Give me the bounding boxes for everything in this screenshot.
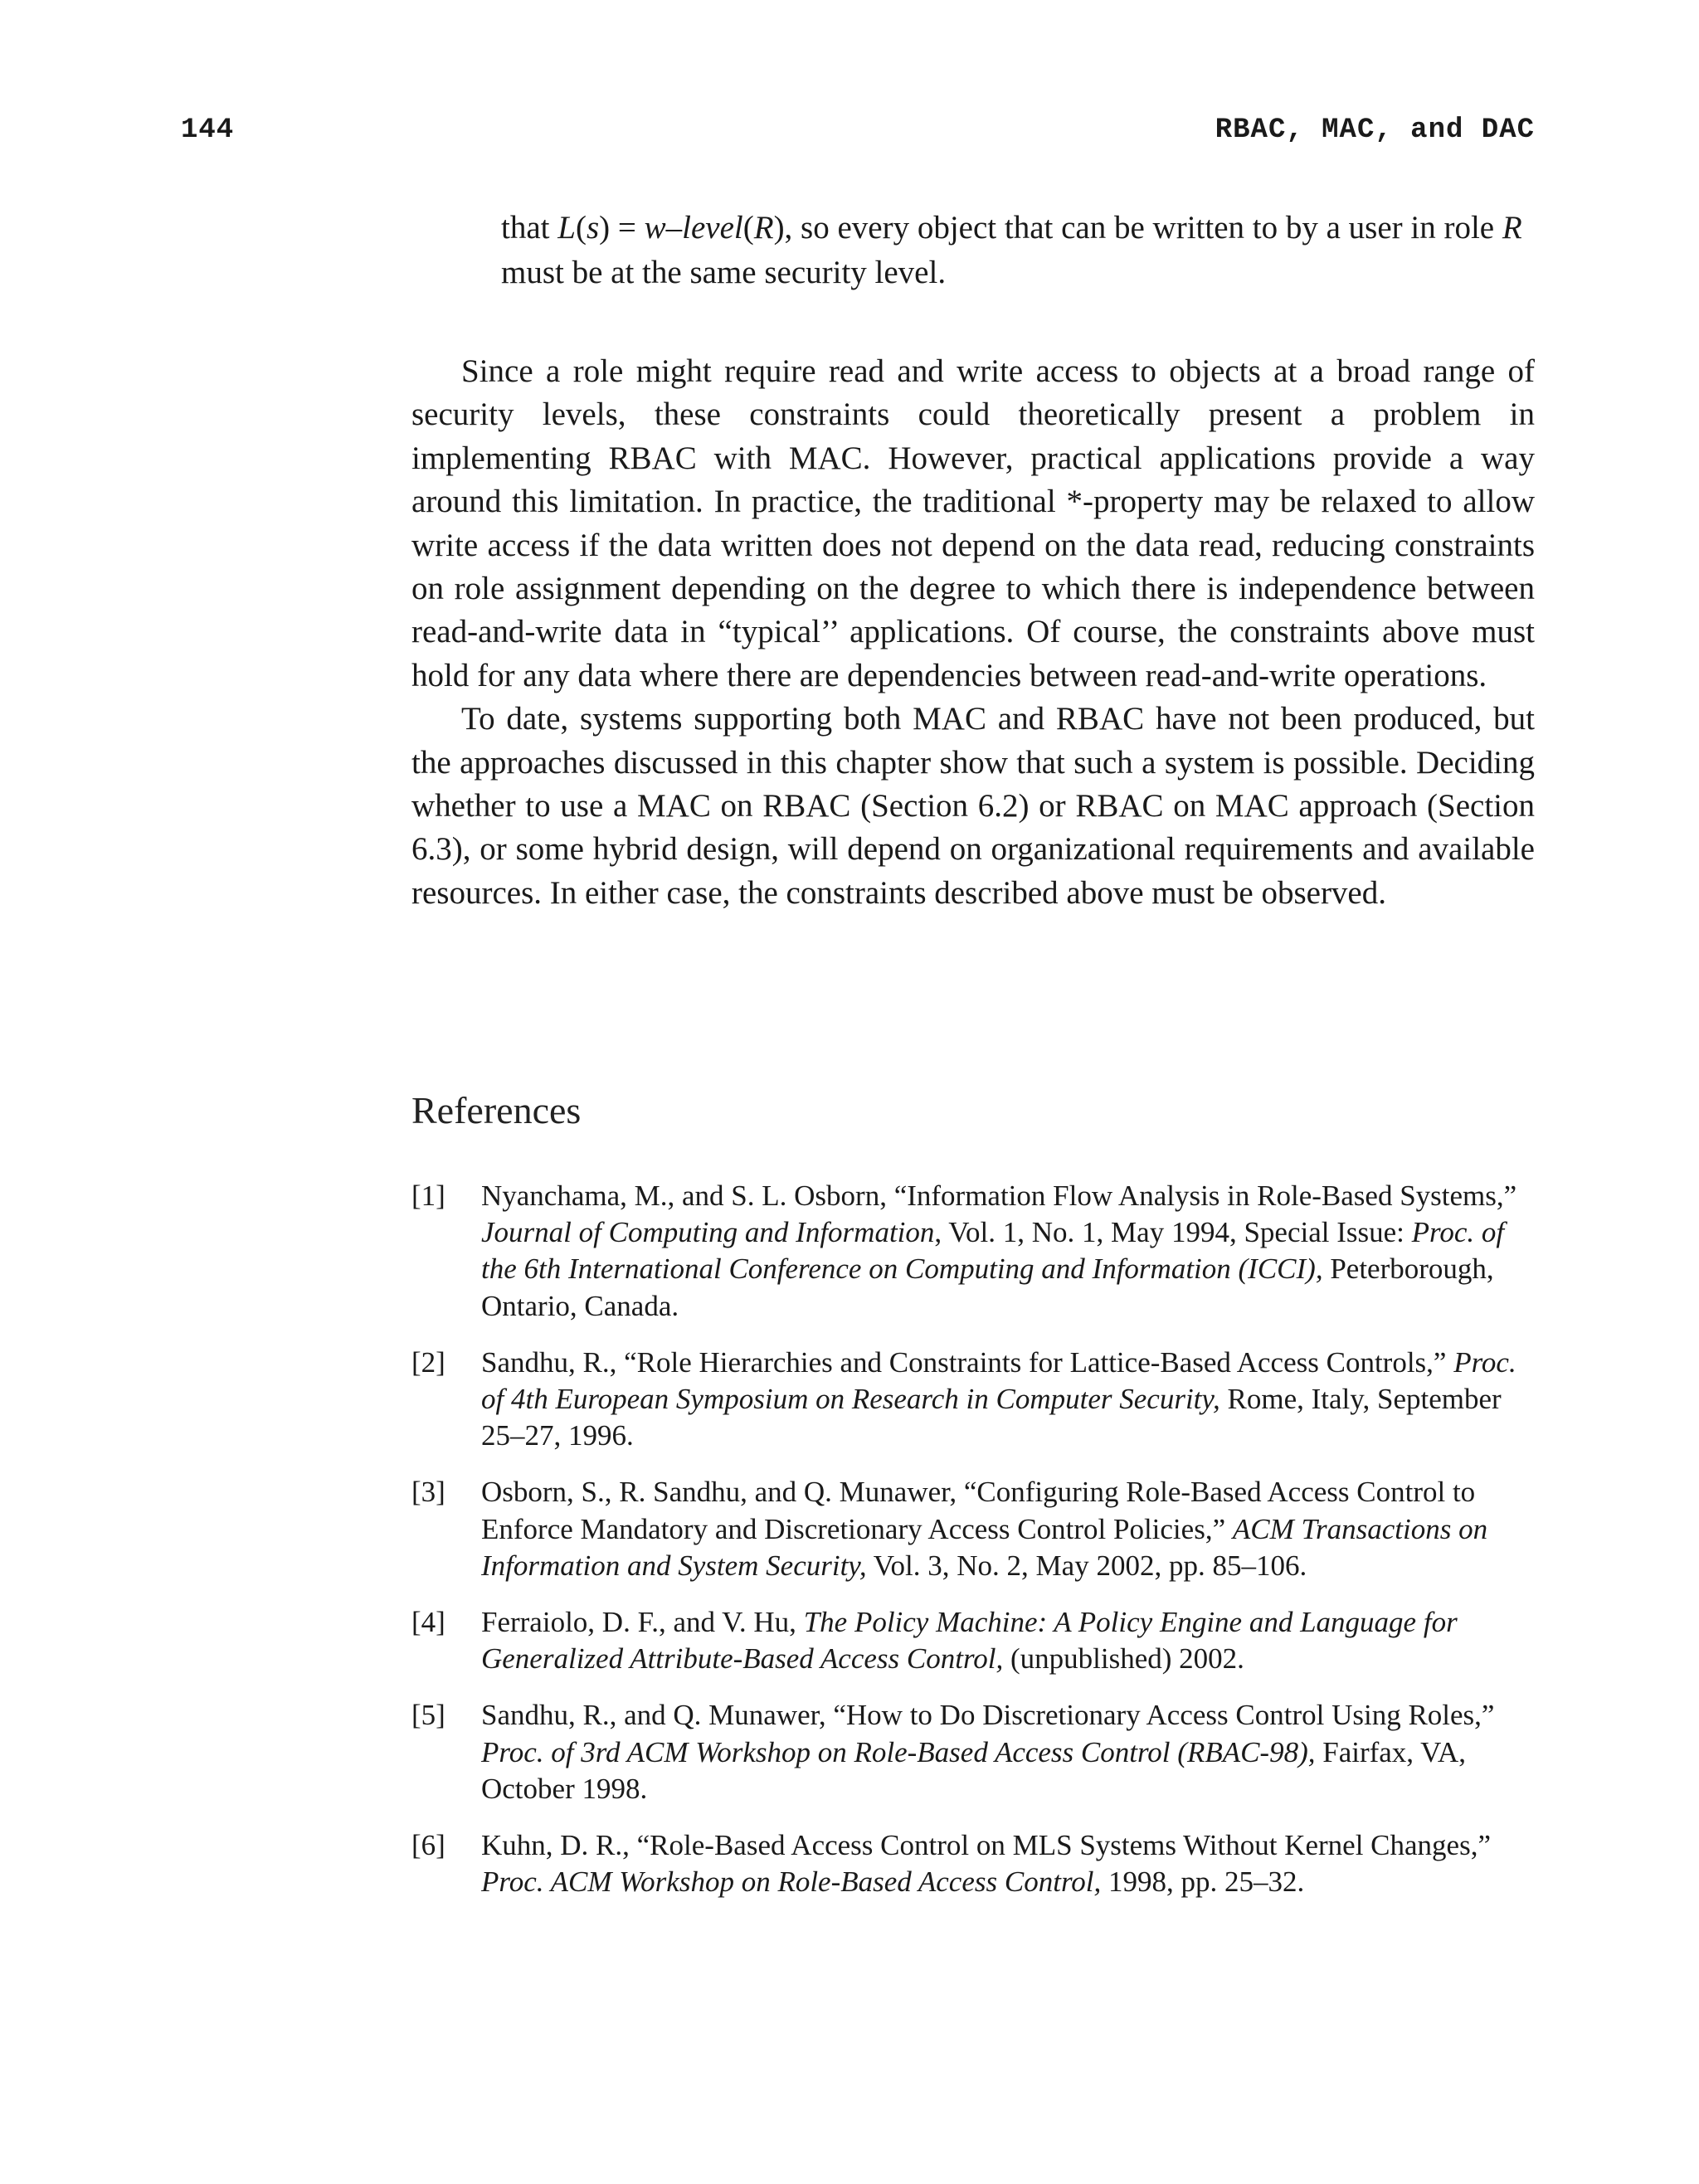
running-head xyxy=(181,114,1535,156)
reference-item xyxy=(411,1827,1540,1900)
reference-text: Ferraiolo, D. F., and V. Hu, The Policy Machine: A Policy Engine and Language for Generalized Attribute-Based Access Control, (unpublished) 2002. xyxy=(481,1606,1458,1676)
body-paragraph: Since a role might require read and write access to objects at a broad range of security levels, these constraints could theoretically present a problem in implementing RBAC with MAC. However, practical applications provide a way around this limitation. In practice, the traditional *-property may be relaxed to allow write access if the data written does not depend on the data read, reducing constraints on role assignment depending on the degree to which there is independence between read-and-write data in “typical’’ applications. Of course, the constraints above must hold for any data where there are dependencies between read-and-write operations. xyxy=(411,353,1535,693)
reference-item xyxy=(411,1697,1540,1807)
constraint-continuation: that L(s) = w–level(R), so every object that can be written to by a user in role R must be at the same security level. xyxy=(501,210,1522,290)
references-list xyxy=(411,1178,1540,1920)
body-paragraph: To date, systems supporting both MAC and RBAC have not been produced, but the approaches discussed in this chapter show that such a system is possible. Deciding whether to use a MAC on RBAC (Section 6.2) or RBAC on MAC approach (Section 6.3), or some hybrid design, will depend on organizational requirements and available resources. In either case, the constraints described above must be observed. xyxy=(411,701,1535,911)
reference-text: Nyanchama, M., and S. L. Osborn, “Information Flow Analysis in Role-Based Systems,” Journal of Computing and Information, Vol. 1, No. 1, May 1994, Special Issue: Proc. of the 6th International Conference on Computing and Information (ICCI), Peterborough, Ontario, Canada. xyxy=(481,1180,1517,1322)
reference-number: [2] xyxy=(411,1345,445,1379)
reference-number: [1] xyxy=(411,1180,445,1212)
reference-number: [3] xyxy=(411,1476,445,1509)
reference-item xyxy=(411,1345,1540,1455)
references-heading: References xyxy=(411,1089,582,1131)
reference-number: [5] xyxy=(411,1699,445,1732)
reference-text: Kuhn, D. R., “Role-Based Access Control on MLS Systems Without Kernel Changes,” Proc. ACM Workshop on Role-Based Access Control, 1998, pp. 25–32. xyxy=(481,1829,1491,1899)
reference-item xyxy=(411,1604,1540,1677)
body-text xyxy=(411,350,1535,915)
reference-item xyxy=(411,1178,1540,1325)
running-title: RBAC, MAC, and DAC xyxy=(1215,114,1535,146)
reference-text: Sandhu, R., and Q. Munawer, “How to Do Discretionary Access Control Using Roles,” Proc. of 3rd ACM Workshop on Role-Based Access Control (RBAC-98), Fairfax, VA, October 1998. xyxy=(481,1699,1495,1805)
reference-text: Osborn, S., R. Sandhu, and Q. Munawer, “Configuring Role-Based Access Control to Enforce Mandatory and Discretionary Access Control Policies,” ACM Transactions on Information and System Security, Vol. 3, No. 2, May 2002, pp. 85–106. xyxy=(481,1476,1488,1582)
reference-text: Sandhu, R., “Role Hierarchies and Constraints for Lattice-Based Access Controls,” Proc. of 4th European Symposium on Research in Computer Security, Rome, Italy, September 25–27, 1996. xyxy=(481,1345,1516,1452)
page-number: 144 xyxy=(181,114,235,146)
reference-number: [4] xyxy=(411,1606,445,1639)
reference-number: [6] xyxy=(411,1829,445,1862)
reference-item xyxy=(411,1474,1540,1584)
